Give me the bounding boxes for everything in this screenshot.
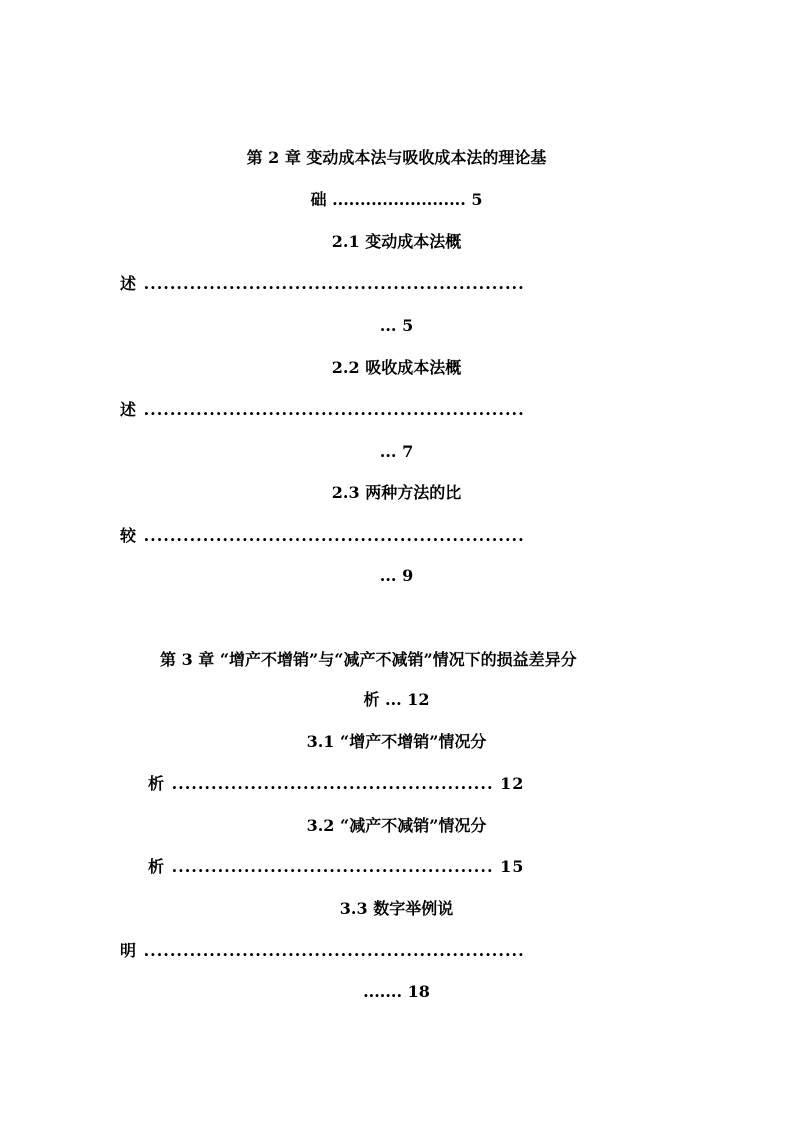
- toc-ch3-title-line2[interactable]: 析 ... 12: [363, 690, 430, 709]
- toc-s23-title[interactable]: 2.3 两种方法的比: [331, 483, 462, 502]
- toc-s32-title[interactable]: 3.2 “减产不减销”情况分: [306, 816, 487, 835]
- toc-ch2-title-line1[interactable]: 第 2 章 变动成本法与吸收成本法的理论基: [246, 148, 547, 167]
- toc-s31-title[interactable]: 3.1 “增产不增销”情况分: [306, 732, 487, 751]
- toc-s33-page[interactable]: ....... 18: [363, 982, 430, 1001]
- toc-s21-page[interactable]: ... 5: [379, 316, 414, 335]
- toc-s22-leader[interactable]: 述 ..........................................................: [120, 400, 525, 419]
- toc-s21-leader[interactable]: 述 ..........................................................: [120, 274, 525, 293]
- toc-s23-page[interactable]: ... 9: [379, 566, 414, 585]
- toc-s32-leader[interactable]: 析 ................................................. 15: [148, 857, 525, 876]
- toc-s23-leader[interactable]: 较 ..........................................................: [120, 526, 525, 545]
- toc-s33-leader[interactable]: 明 ..........................................................: [120, 941, 525, 960]
- toc-s31-leader[interactable]: 析 ................................................. 12: [148, 774, 525, 793]
- toc-s33-title[interactable]: 3.3 数字举例说: [339, 899, 454, 918]
- toc-s21-title[interactable]: 2.1 变动成本法概: [331, 232, 462, 251]
- toc-s22-title[interactable]: 2.2 吸收成本法概: [331, 358, 462, 377]
- toc-ch3-title-line1[interactable]: 第 3 章 “增产不增销”与“减产不减销”情况下的损益差异分: [160, 650, 577, 669]
- toc-ch2-title-line2[interactable]: 础 ........................ 5: [310, 190, 483, 209]
- toc-s22-page[interactable]: ... 7: [379, 442, 414, 461]
